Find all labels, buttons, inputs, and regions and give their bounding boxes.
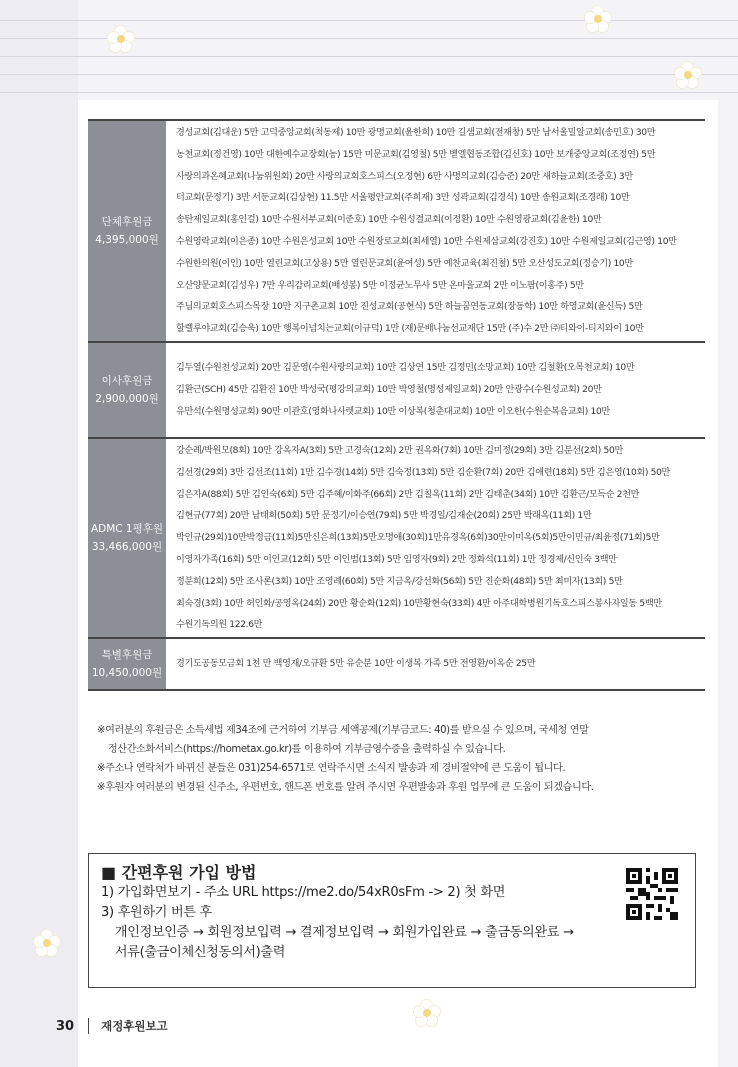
category-amount: 33,466,000원 [91, 541, 163, 553]
donor-line: 정분희(12회) 5만 조사론(3회) 10만 조영례(60회) 5만 지금옥/강선화(56회) 5만 진순화(48회) 5만 최미자(13회) 5만 [176, 575, 623, 587]
donor-line: 수원영락교회(이은종) 10만 수원은성교회 10만 수원장로교회(최세열) 10만 수원제삼교회(강진호) 10만 수원제일교회(김근영) 10만 [176, 236, 677, 247]
donor-line: 이영자가족(16회) 5만 이인교(12회) 5만 이인범(13회) 5만 임영자(9회) 2만 정화석(11회) 1만 정경제/신인숙 3백만 [176, 553, 617, 565]
donor-line: 유만석(수원명성교회) 90만 이관호(영화나사렛교회) 10만 이상복(청춘대교회) 10만 이오한(수원순복음교회) 10만 [176, 405, 610, 417]
donor-list [166, 121, 705, 341]
donor-line: 터교회(문정기) 3만 서둔교회(김상현) 11.5만 서울평안교회(주희재) 3만 성곽교회(김경식) 10만 송원교회(조경래) 10만 [176, 192, 630, 204]
donor-line: 김선경(29회) 3만 김선조(11회) 1만 김수경(14회) 5만 김숙정(13회) 5만 김순환(7회) 20만 김애련(18회) 5만 김은영(10회) 50만 [176, 466, 671, 478]
notice-line: ※주소나 연락처가 바뀌신 분들은 031)254-6571로 연락주시면 소식지 발송과 제 경비절약에 큰 도움이 됩니다. [97, 763, 566, 774]
qr-code-icon[interactable] [626, 868, 678, 920]
donor-line: 김두열(수원천성교회) 20만 김문영(수원사랑의교회) 10만 김상연 15만 김정민(소망교회) 10만 김철환(오목천교회) 10만 [176, 362, 635, 374]
category-cell [88, 439, 166, 637]
page-margin-band [0, 0, 78, 1067]
donation-table [88, 119, 705, 691]
flower-decoration-icon [675, 62, 701, 88]
notice-line: 정산간소화서비스(https://hometax.go.kr)를 이용하여 기부금영수증을 출력하실 수 있습니다. [107, 744, 506, 755]
category-cell [88, 639, 166, 689]
guide-step: 개인정보인증 → 회원정보입력 → 결제정보입력 → 회원가입완료 → 출금동의완료 → [114, 925, 574, 940]
guide-step: 서류(출금이체신청동의서)출력 [114, 945, 286, 960]
category-label: ADMC 1평후원 [90, 523, 164, 535]
flower-decoration-icon [34, 930, 60, 956]
donor-line: 박인규(29회)10만박정금(11회)5만신은희(13회)5만오명애(30회)1만유경옥(6회)30만이미옥(5회)5만이민규/최윤정(71회)5만 [176, 532, 660, 544]
notice-line: ※여러분의 후원금은 소득세법 제34조에 근거하여 기부금 세액공제(기부금코드: 40)를 받으실 수 있으며, 국세청 연말 [97, 725, 589, 736]
donor-line: 경기도공동모금회 1천 만 백영재/오규환 5만 유순분 10만 이생복 가족 5만 전영환/이옥순 25만 [176, 658, 536, 670]
footer-divider [88, 1018, 89, 1034]
notice-line: ※후원자 여러분의 변경된 신주소, 우편번호, 핸드폰 번호를 알려 주시면 우편발송과 후원 업무에 큰 도움이 되겠습니다. [97, 782, 594, 793]
category-label: 이사후원금 [101, 375, 153, 387]
category-amount: 2,900,000원 [95, 393, 159, 405]
donor-line: 농천교회(정건영) 10만 대한예수교장회(농) 15만 미문교회(김영철) 5만 벧엘협동조합(김신호) 10만 보개중앙교회(조정연) 5만 [176, 148, 656, 160]
category-label: 특별후원금 [101, 649, 153, 661]
table-row-group-donation [88, 119, 705, 341]
page-number: 30 [56, 1018, 75, 1034]
guide-step: 1) 가입화면보기 - 주소 URL https://me2.do/54xR0sFm -> 2) 첫 화면 [101, 885, 506, 900]
donor-line: 사랑의과온혜교회(나눔위원회) 20만 사랑의교회호스피스(오정현) 6만 사명의교회(김승준) 20만 새하늘교회(조중호) 3만 [176, 170, 633, 182]
flower-decoration-icon [414, 1000, 440, 1026]
donor-line: 강순례/박원모(8회) 10만 강옥자A(3회) 5만 고경숙(12회) 2만 권옥화(7회) 10만 김미정(29회) 3만 김분선(2회) 50만 [176, 444, 623, 456]
guide-title: ■ 간편후원 가입 방법 [101, 863, 257, 882]
donor-line: 수원기독의원 122.6만 [176, 619, 263, 631]
donor-line: 송탄제일교회(홍인걸) 10만 수원서부교회(이준호) 10만 수원성결교회(이정환) 10만 수원영광교회(김윤한) 10만 [176, 214, 602, 226]
table-row-board-donation [88, 341, 705, 437]
donor-list [166, 343, 705, 437]
notice-list [97, 721, 707, 797]
donor-line: 최숙경(3회) 10만 허인화/공영옥(24회) 20만 황순화(12회) 10만황현숙(33회) 4만 아주대학병원기독호스피스봉사자일동 5백만 [176, 597, 662, 609]
donor-list [166, 639, 705, 689]
flower-decoration-icon [585, 6, 611, 32]
donor-line: 수원한의원(이인) 10만 열린교회(고상용) 5만 열린문교회(윤여성) 5만 예찬교육(최진철) 5만 오산성도교회(정승기) 10만 [176, 257, 633, 269]
signup-guide-box [88, 853, 696, 988]
flower-decoration-icon [108, 26, 134, 52]
table-row-admc-donation [88, 437, 705, 637]
donor-line: 김현규(77회) 20만 남태희(50회) 5만 문정기/이승연(79회) 5만 박경일/김재순(20회) 25만 박래옥(11회) 1만 [176, 510, 592, 522]
ruled-header-background [0, 0, 738, 110]
category-cell [88, 343, 166, 437]
table-row-special-donation [88, 637, 705, 691]
donor-line: 김은자A(88회) 5만 김인숙(6회) 5만 김주혜/이화주(66회) 2만 김칠옥(11회) 2만 김태춘(34회) 10만 김환근/모득순 2천만 [176, 488, 640, 500]
category-label: 단체후원금 [101, 216, 153, 228]
guide-step: 3) 후원하기 버튼 후 [101, 905, 212, 920]
category-amount: 10,450,000원 [91, 667, 163, 679]
category-cell [88, 121, 166, 341]
donor-line: 경성교회(김대운) 5만 고덕중앙교회(척동제) 10만 광명교회(윤한희) 10만 길샘교회(전재창) 5만 남서울밀알교회(송민호) 30만 [176, 127, 656, 139]
section-title: 재정후원보고 [101, 1019, 168, 1033]
page-footer [56, 1016, 168, 1036]
category-amount: 4,395,000원 [95, 234, 159, 246]
donor-line: 할렐루야교회(김승욱) 10만 행복이넘치는교회(이규덕) 1만 (재)문배나눔선교재단 15만 (주)수 2만 ㈜티와이-티지와이 10만 [176, 323, 644, 335]
donor-list [166, 439, 705, 637]
donor-line: 주님의교회호스피스목장 10만 지구촌교회 10만 진성교회(공현식) 5만 하늘꿈연동교회(장동학) 10만 하영교회(윤신득) 5만 [176, 301, 643, 313]
donor-line: 김환근(SCH) 45만 김환진 10만 박성국(평강의교회) 10만 박영철(명성제일교회) 20만 안광수(수원성교회) 20만 [176, 384, 602, 396]
donor-line: 오산양문교회(김성우) 7만 우리감리교회(배성봉) 5만 이정균노무사 5만 온마을교회 2만 이노팜(이홍주) 5만 [176, 279, 584, 291]
